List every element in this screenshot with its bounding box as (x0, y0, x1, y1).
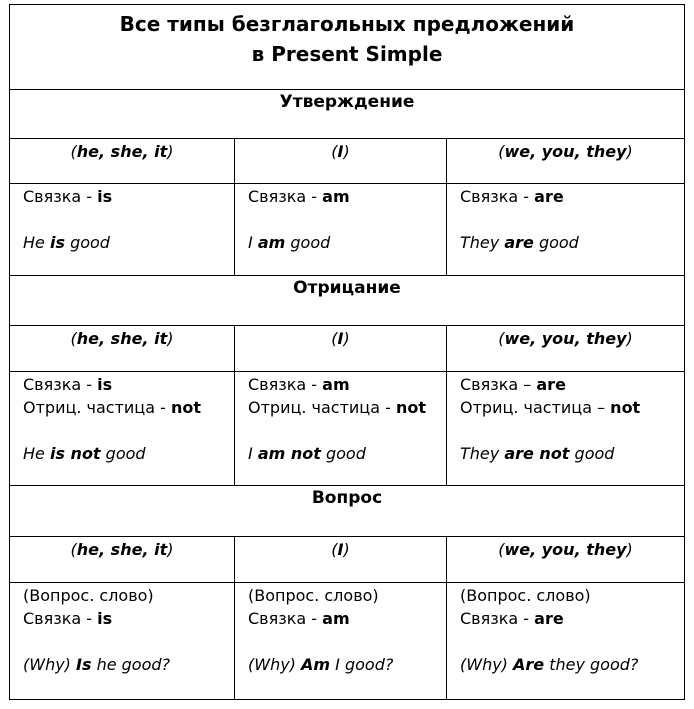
pronoun-i: (I) (234, 536, 447, 583)
linking-verb-line: Связка - is (23, 187, 113, 206)
linking-verb-line: Связка – are (460, 375, 566, 394)
title-line-1: Все типы безглагольных предложений (119, 12, 575, 36)
example-sentence: I am good (248, 233, 331, 252)
affirmative-cell-i (234, 183, 447, 276)
pronoun-we-you-they: (we, you, they) (446, 138, 685, 184)
pronoun-we-you-they: (we, you, they) (446, 325, 685, 372)
example-sentence: They are not good (460, 444, 615, 463)
pronoun-he-she-it: (he, she, it) (9, 536, 235, 583)
question-cell-we-you-they (446, 582, 685, 700)
linking-verb-line: Связка - am (248, 187, 350, 206)
question-word-line: (Вопрос. слово) (248, 586, 379, 605)
question-word-line: (Вопрос. слово) (460, 586, 591, 605)
linking-verb-line: Связка - are (460, 187, 564, 206)
example-sentence: (Why) Are they good? (460, 655, 639, 674)
section-heading-negative: Отрицание (9, 275, 685, 326)
negative-particle-line: Отриц. частица - not (248, 398, 426, 417)
example-sentence: They are good (460, 233, 579, 252)
question-body-row (9, 582, 685, 700)
question-cell-i (234, 582, 447, 700)
question-cell-he-she-it (9, 582, 235, 700)
linking-verb-line: Связка - am (248, 609, 350, 628)
negative-cell-i (234, 371, 447, 486)
negative-body-row (9, 371, 685, 486)
pronoun-he-she-it: (he, she, it) (9, 325, 235, 372)
linking-verb-line: Связка - are (460, 609, 564, 628)
pronoun-he-she-it: (he, she, it) (9, 138, 235, 184)
negative-heading-row (9, 275, 685, 326)
table-title (9, 4, 685, 90)
negative-cell-he-she-it (9, 371, 235, 486)
pronoun-i: (I) (234, 138, 447, 184)
linking-verb-line: Связка - is (23, 609, 113, 628)
example-sentence: (Why) Is he good? (23, 655, 171, 674)
question-heading-row (9, 485, 685, 537)
linking-verb-line: Связка - am (248, 375, 350, 394)
question-pronoun-row (9, 536, 685, 583)
section-heading-question: Вопрос (9, 485, 685, 537)
affirmative-heading-row (9, 89, 685, 139)
negative-pronoun-row (9, 325, 685, 372)
example-sentence: (Why) Am I good? (248, 655, 394, 674)
section-heading-affirmative: Утверждение (9, 89, 685, 139)
example-sentence: He is good (23, 233, 110, 252)
pronoun-we-you-they: (we, you, they) (446, 536, 685, 583)
present-simple-table (9, 4, 685, 702)
title-row (9, 4, 685, 90)
pronoun-i: (I) (234, 325, 447, 372)
title-line-2: в Present Simple (251, 42, 443, 66)
question-word-line: (Вопрос. слово) (23, 586, 154, 605)
example-sentence: He is not good (23, 444, 146, 463)
linking-verb-line: Связка - is (23, 375, 113, 394)
affirmative-body-row (9, 183, 685, 276)
example-sentence: I am not good (248, 444, 366, 463)
negative-particle-line: Отриц. частица - not (23, 398, 201, 417)
negative-cell-we-you-they (446, 371, 685, 486)
affirmative-cell-he-she-it (9, 183, 235, 276)
affirmative-pronoun-row (9, 138, 685, 184)
affirmative-cell-we-you-they (446, 183, 685, 276)
negative-particle-line: Отриц. частица – not (460, 398, 641, 417)
